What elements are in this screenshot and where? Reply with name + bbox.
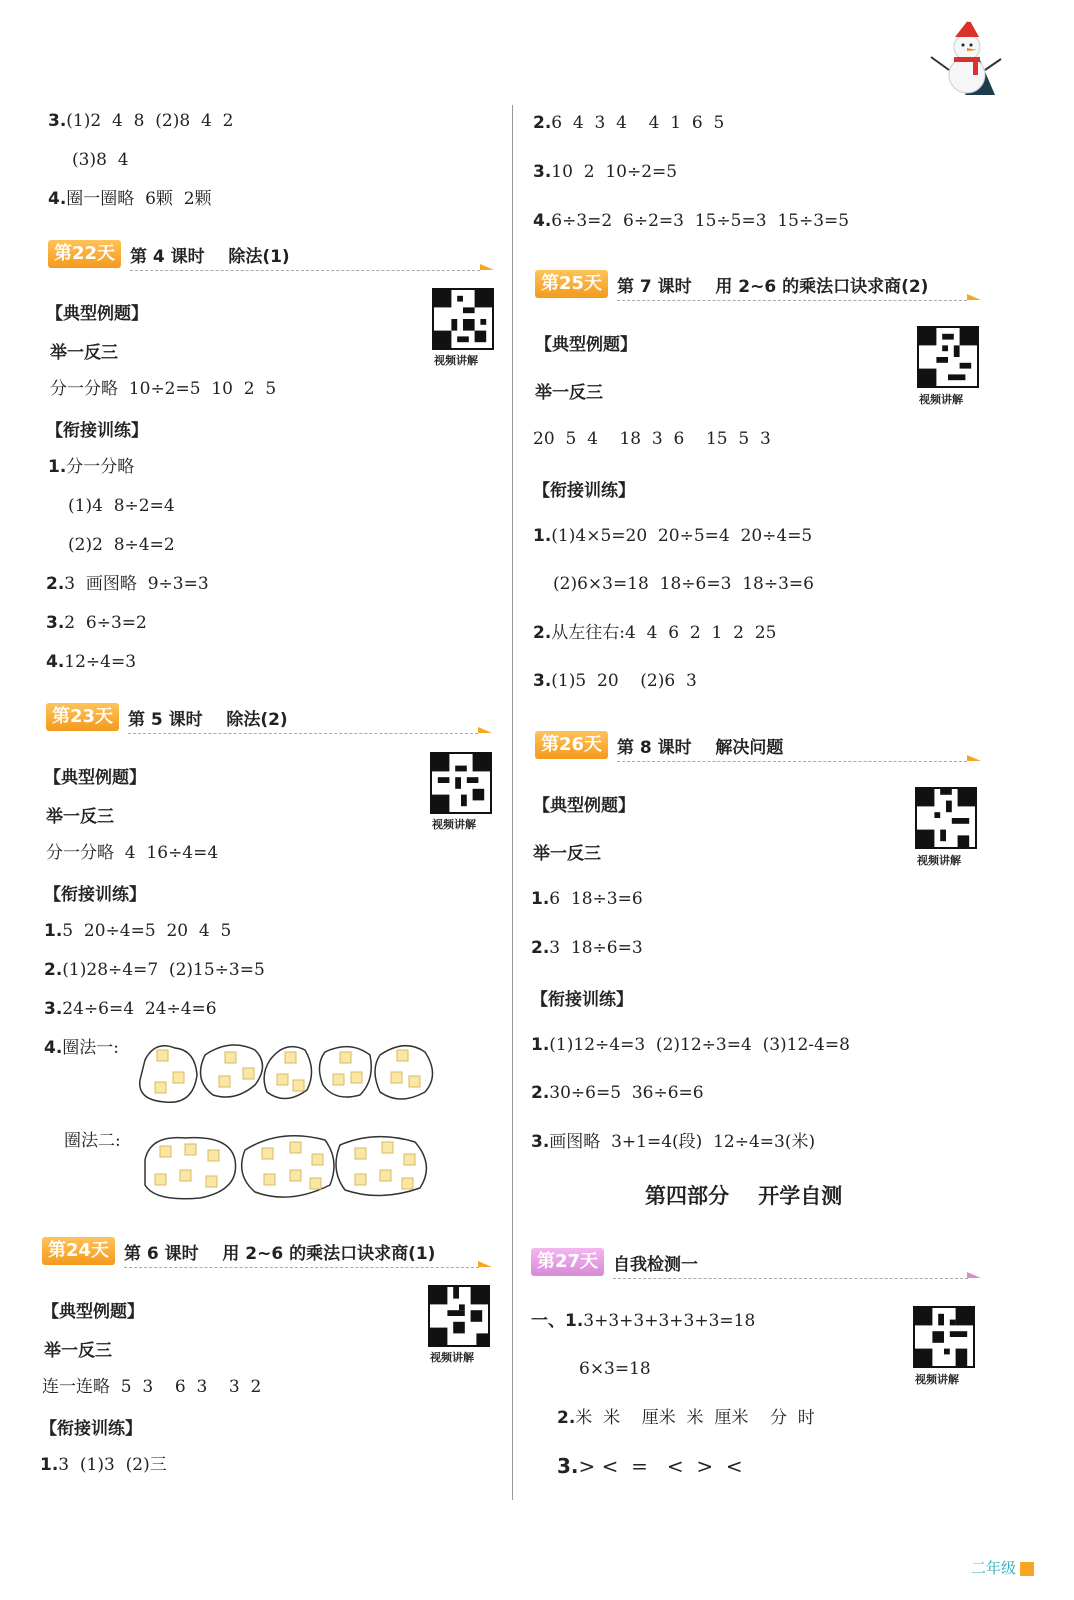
section-label: 【典型例题】	[533, 796, 635, 816]
answer-line: 连一连略 5 3 6 3 3 2	[42, 1377, 262, 1397]
day-badge: 第26天	[535, 731, 608, 759]
answer-line: 2.3 18÷6=3	[531, 938, 643, 958]
section-label: 【衔接训练】	[533, 481, 635, 501]
day-header-27	[531, 1248, 980, 1278]
day-title: 第 6 课时 用 2~6 的乘法口诀求商(1)	[124, 1244, 436, 1264]
section-label: 举一反三	[44, 1341, 112, 1361]
grouping-figure-2	[140, 1130, 485, 1205]
snowman-icon	[925, 15, 1010, 100]
day-badge: 第25天	[535, 270, 608, 298]
answer-line: 分一分略 10÷2=5 10 2 5	[50, 379, 277, 399]
answer-line: (2)2 8÷4=2	[68, 535, 175, 555]
answer-line: 3.24÷6=4 24÷4=6	[44, 999, 217, 1019]
section-label: 【衔接训练】	[531, 990, 633, 1010]
day-header-24	[42, 1237, 493, 1267]
answer-line: 4.圈一圈略 6颗 2颗	[48, 189, 212, 209]
qr-code-icon[interactable]	[915, 787, 977, 849]
section-label: 举一反三	[533, 844, 601, 864]
answer-line: 3.画图略 3+1=4(段) 12÷4=3(米)	[531, 1132, 816, 1152]
section-label: 举一反三	[50, 343, 118, 363]
answer-line: 1.(1)4×5=20 20÷5=4 20÷4=5	[533, 526, 813, 546]
grouping-figure-1	[135, 1040, 480, 1110]
qr-caption: 视频讲解	[434, 354, 478, 367]
answer-line: 2.从左往右:4 4 6 2 1 2 25	[533, 623, 777, 643]
answer-line: 2.6 4 3 4 4 1 6 5	[533, 113, 725, 133]
answer-line: 2.(1)28÷4=7 (2)15÷3=5	[44, 960, 265, 980]
section-title: 第四部分 开学自测	[645, 1184, 843, 1208]
answer-line: 1.(1)12÷4=3 (2)12÷3=4 (3)12-4=8	[531, 1035, 850, 1055]
day-title: 第 4 课时 除法(1)	[130, 247, 290, 267]
answer-line: 1.5 20÷4=5 20 4 5	[44, 921, 232, 941]
answer-line: 1.分一分略	[48, 457, 135, 477]
answer-line: (3)8 4	[72, 150, 129, 170]
answer-line: 6×3=18	[579, 1359, 651, 1379]
day-title: 自我检测一	[613, 1255, 698, 1275]
answer-line: 3.(1)5 20 (2)6 3	[533, 671, 697, 691]
section-label: 【衔接训练】	[46, 421, 148, 441]
grade-label: 二年级	[970, 1559, 1016, 1577]
day-title: 第 8 课时 解决问题	[617, 738, 784, 758]
qr-caption: 视频讲解	[919, 393, 963, 406]
answer-line: 3.(1)2 4 8 (2)8 4 2	[48, 111, 234, 131]
answer-line: 1.3 (1)3 (2)三	[40, 1455, 167, 1475]
qr-caption: 视频讲解	[432, 818, 476, 831]
day-title: 第 5 课时 除法(2)	[128, 710, 288, 730]
answer-line: 3.10 2 10÷2=5	[533, 162, 678, 182]
day-badge: 第27天	[531, 1248, 604, 1276]
day-header-26	[535, 731, 980, 761]
day-header-23	[46, 703, 493, 733]
qr-code-icon[interactable]	[432, 288, 494, 350]
qr-code-icon[interactable]	[913, 1306, 975, 1368]
section-label: 【衔接训练】	[44, 885, 146, 905]
qr-code-icon[interactable]	[430, 752, 492, 814]
answer-line: 4.6÷3=2 6÷2=3 15÷5=3 15÷3=5	[533, 211, 850, 231]
section-label: 【典型例题】	[535, 335, 637, 355]
section-label: 举一反三	[535, 383, 603, 403]
day-header-22	[48, 240, 493, 270]
answer-line: 2.米 米 厘米 米 厘米 分 时	[557, 1408, 815, 1428]
qr-code-icon[interactable]	[428, 1285, 490, 1347]
answer-line: 20 5 4 18 3 6 15 5 3	[533, 429, 771, 449]
answer-line: 3.> < = < > <	[557, 1454, 743, 1478]
section-label: 【典型例题】	[44, 768, 146, 788]
day-badge: 第23天	[46, 703, 119, 731]
qr-caption: 视频讲解	[917, 854, 961, 867]
answer-line: 4.12÷4=3	[46, 652, 137, 672]
answer-line: 4.圈法一:	[44, 1038, 120, 1058]
section-label: 举一反三	[46, 807, 114, 827]
day-header-25	[535, 270, 980, 300]
answer-line: 2.30÷6=5 36÷6=6	[531, 1083, 704, 1103]
answer-line: 3.2 6÷3=2	[46, 613, 147, 633]
qr-code-icon[interactable]	[917, 326, 979, 388]
answer-line: 2.3 画图略 9÷3=3	[46, 574, 209, 594]
answer-line: 1.6 18÷3=6	[531, 889, 643, 909]
section-label: 【典型例题】	[42, 1302, 144, 1322]
day-badge: 第24天	[42, 1237, 115, 1265]
day-badge: 第22天	[48, 240, 121, 268]
snowman-decoration	[925, 15, 1010, 100]
section-label: 【衔接训练】	[40, 1419, 142, 1439]
qr-caption: 视频讲解	[915, 1373, 959, 1386]
qr-caption: 视频讲解	[430, 1351, 474, 1364]
footer-marker-icon	[1020, 1562, 1034, 1576]
section-label: 【典型例题】	[46, 304, 148, 324]
answer-line: 分一分略 4 16÷4=4	[46, 843, 219, 863]
answer-line: (2)6×3=18 18÷6=3 18÷3=6	[553, 574, 814, 594]
grade-footer	[971, 1557, 1034, 1578]
day-title: 第 7 课时 用 2~6 的乘法口诀求商(2)	[617, 277, 929, 297]
answer-line: 一、1.3+3+3+3+3+3=18	[531, 1311, 756, 1331]
answer-line: 圈法二:	[64, 1131, 121, 1151]
answer-line: (1)4 8÷2=4	[68, 496, 175, 516]
column-divider	[512, 105, 513, 1500]
